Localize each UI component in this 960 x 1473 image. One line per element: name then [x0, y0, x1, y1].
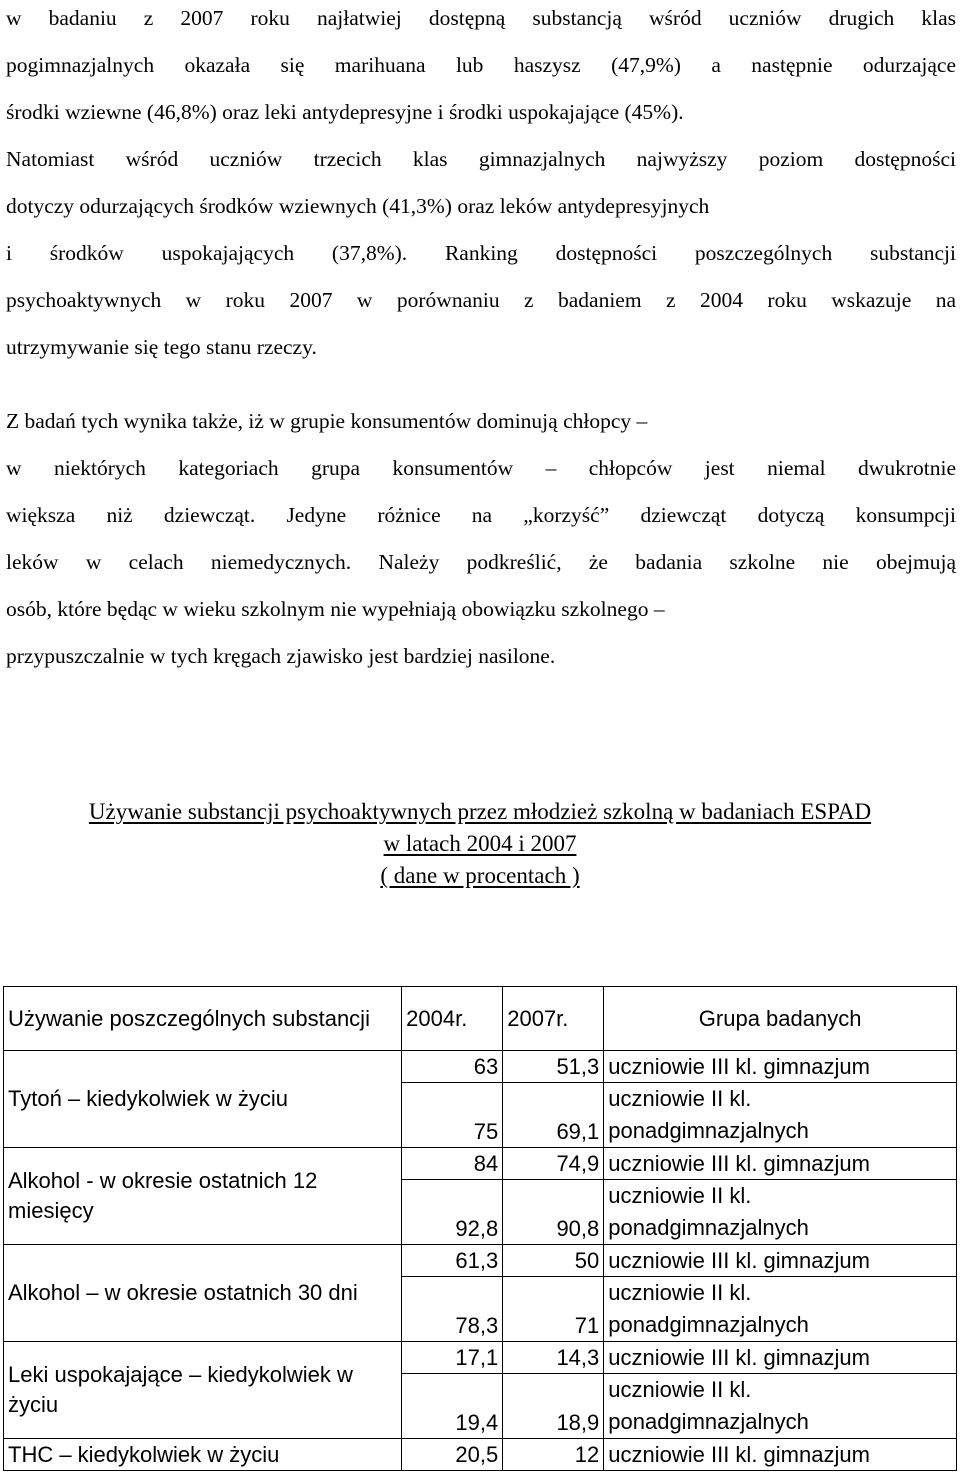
text-line: psychoaktywnych w roku 2007 w porównaniu z badaniem z 2004 roku wskazuje na — [6, 288, 956, 312]
value-2007: 14,3 — [503, 1342, 604, 1374]
substance-cell: Alkohol – w okresie ostatnich 30 dni — [4, 1245, 402, 1342]
caption-title: Używanie substancji psychoaktywnych przez młodzież szkolną w badaniach ESPAD — [88, 799, 872, 824]
table-row — [4, 1245, 957, 1277]
value-2007: 74,9 — [503, 1148, 604, 1180]
header-2004: 2004r. — [402, 987, 503, 1051]
table-row — [4, 1148, 957, 1180]
group-cell: uczniowie II kl. ponadgimnazjalnych — [604, 1083, 957, 1148]
header-substance: Używanie poszczególnych substancji — [4, 987, 402, 1051]
text-line: leków w celach niemedycznych. Należy podkreślić, że badania szkolne nie obejmują — [6, 550, 956, 574]
value-2004: 75 — [402, 1083, 503, 1148]
group-cell: uczniowie II kl. ponadgimnazjalnych — [604, 1374, 957, 1439]
value-2004: 17,1 — [402, 1342, 503, 1374]
caption-years: w latach 2004 i 2007 — [383, 831, 577, 856]
table-caption — [0, 796, 960, 892]
value-2007: 50 — [503, 1245, 604, 1277]
value-2004: 63 — [402, 1051, 503, 1083]
text-line: pogimnazjalnych okazała się marihuana lub haszysz (47,9%) a następnie odurzające — [6, 53, 956, 77]
substance-cell: Alkohol - w okresie ostatnich 12 miesięcy — [4, 1148, 402, 1245]
value-2007: 69,1 — [503, 1083, 604, 1148]
text-line: w niektórych kategoriach grupa konsumentów – chłopców jest niemal dwukrotnie — [6, 456, 956, 480]
value-2004: 20,5 — [402, 1439, 503, 1471]
text-line: Z badań tych wynika także, iż w grupie konsumentów dominują chłopcy – — [6, 409, 648, 433]
group-cell: uczniowie III kl. gimnazjum — [604, 1245, 957, 1277]
text-line: większa niż dziewcząt. Jedyne różnice na „korzyść” dziewcząt dotyczą konsumpcji — [6, 503, 956, 527]
paragraph-consumers — [6, 398, 956, 680]
value-2004: 84 — [402, 1148, 503, 1180]
substance-cell: THC – kiedykolwiek w życiu — [4, 1439, 402, 1471]
espad-table — [3, 986, 957, 1471]
table-row — [4, 1051, 957, 1083]
group-cell: uczniowie II kl. ponadgimnazjalnych — [604, 1277, 957, 1342]
table-row — [4, 1439, 957, 1471]
group-cell: uczniowie III kl. gimnazjum — [604, 1051, 957, 1083]
table-header-row — [4, 987, 957, 1051]
value-2007: 12 — [503, 1439, 604, 1471]
substance-cell: Tytoń – kiedykolwiek w życiu — [4, 1051, 402, 1148]
value-2004: 92,8 — [402, 1180, 503, 1245]
value-2004: 78,3 — [402, 1277, 503, 1342]
paragraph-availability — [6, 0, 956, 371]
header-group: Grupa badanych — [604, 987, 957, 1051]
text-line: środki wziewne (46,8%) oraz leki antydepresyjne i środki uspokajające (45%). — [6, 100, 684, 124]
text-line: utrzymywanie się tego stanu rzeczy. — [6, 335, 317, 359]
text-line: Natomiast wśród uczniów trzecich klas gimnazjalnych najwyższy poziom dostępności — [6, 147, 956, 171]
caption-units: ( dane w procentach ) — [380, 863, 580, 888]
group-cell: uczniowie III kl. gimnazjum — [604, 1342, 957, 1374]
value-2004: 19,4 — [402, 1374, 503, 1439]
value-2007: 51,3 — [503, 1051, 604, 1083]
text-line: osób, które będąc w wieku szkolnym nie wypełniają obowiązku szkolnego – — [6, 597, 665, 621]
value-2004: 61,3 — [402, 1245, 503, 1277]
group-cell: uczniowie III kl. gimnazjum — [604, 1439, 957, 1471]
value-2007: 71 — [503, 1277, 604, 1342]
table-row — [4, 1342, 957, 1374]
header-2007: 2007r. — [503, 987, 604, 1051]
value-2007: 18,9 — [503, 1374, 604, 1439]
value-2007: 90,8 — [503, 1180, 604, 1245]
substance-cell: Leki uspokajające – kiedykolwiek w życiu — [4, 1342, 402, 1439]
text-line: przypuszczalnie w tych kręgach zjawisko jest bardziej nasilone. — [6, 644, 556, 668]
group-cell: uczniowie II kl. ponadgimnazjalnych — [604, 1180, 957, 1245]
text-line: w badaniu z 2007 roku najłatwiej dostępną substancją wśród uczniów drugich klas — [6, 6, 956, 30]
text-line: dotyczy odurzających środków wziewnych (41,3%) oraz leków antydepresyjnych — [6, 194, 710, 218]
group-cell: uczniowie III kl. gimnazjum — [604, 1148, 957, 1180]
text-line: i środków uspokajających (37,8%). Ranking dostępności poszczególnych substancji — [6, 241, 956, 265]
